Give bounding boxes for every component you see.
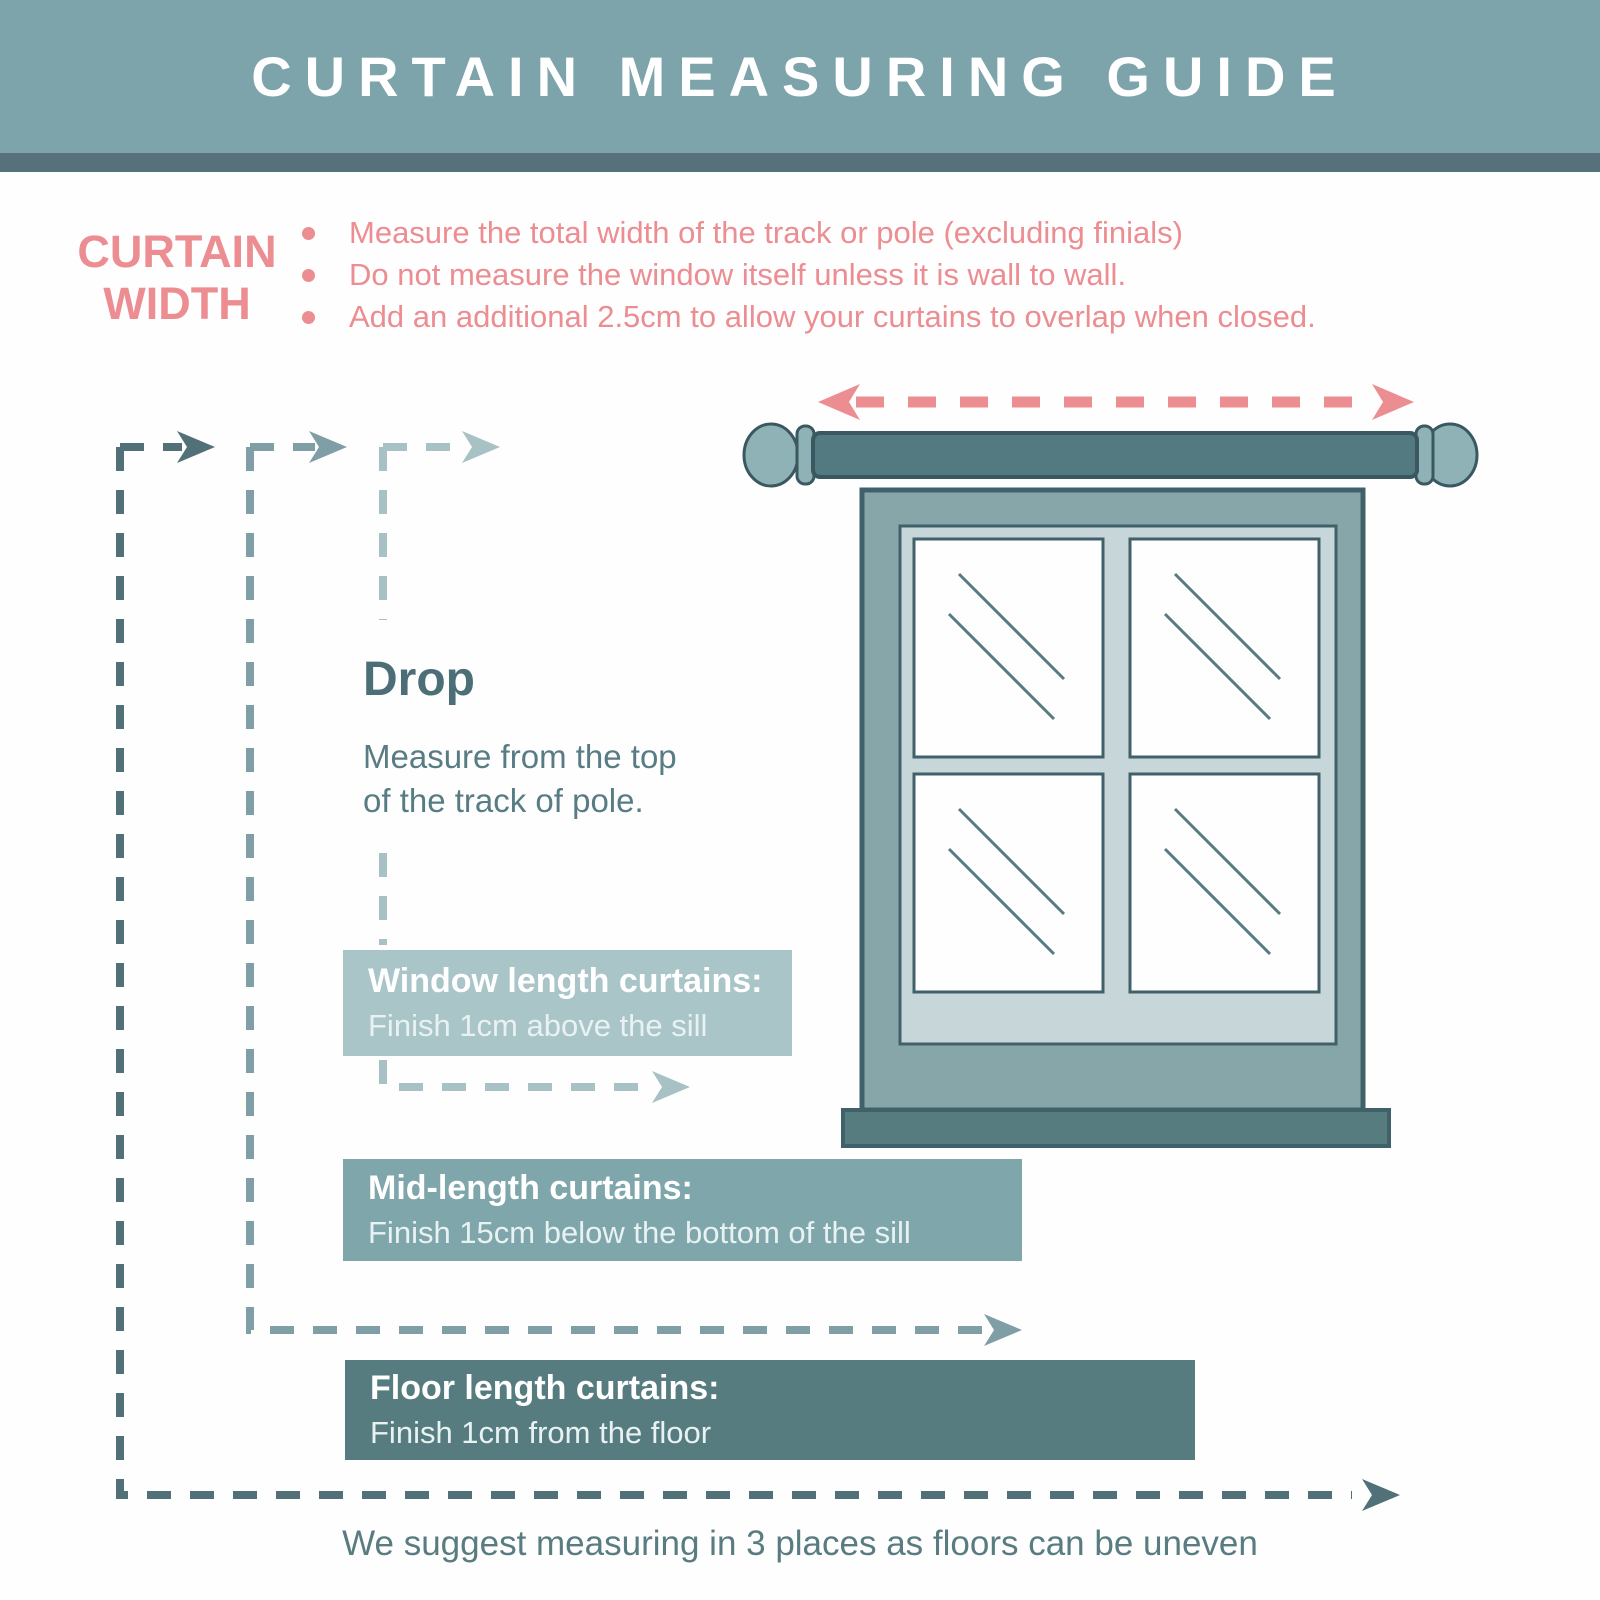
window-length-detail: Finish 1cm above the sill <box>368 1008 708 1043</box>
window-length-title: Window length curtains: <box>368 962 763 1000</box>
curtain-pole-icon <box>744 424 1477 486</box>
window-pane <box>1130 539 1319 757</box>
floor-length-box <box>345 1360 1195 1460</box>
bullet-text: Do not measure the window itself unless it is wall to wall. <box>349 257 1127 292</box>
window-illustration <box>843 490 1389 1146</box>
bullet-item <box>302 216 1316 250</box>
curtain-width-bullets <box>302 216 1316 342</box>
curtain-width-label-line2: WIDTH <box>103 278 251 330</box>
width-measure-arrow-icon <box>818 384 1414 420</box>
floor-length-title: Floor length curtains: <box>370 1369 720 1407</box>
mid-length-box <box>343 1159 1022 1261</box>
bullet-dot-icon <box>302 227 315 240</box>
bullet-item <box>302 300 1316 334</box>
bullet-dot-icon <box>302 269 315 282</box>
floor-length-detail: Finish 1cm from the floor <box>370 1415 712 1450</box>
mid-length-detail: Finish 15cm below the bottom of the sill <box>368 1215 911 1250</box>
drop-description <box>363 735 677 822</box>
page-title: CURTAIN MEASURING GUIDE <box>251 45 1349 108</box>
window-sill <box>843 1110 1389 1146</box>
window-length-box <box>343 950 792 1056</box>
curtain-width-label <box>60 226 294 330</box>
bullet-item <box>302 258 1316 292</box>
footer-note: We suggest measuring in 3 places as floors can be uneven <box>342 1524 1258 1563</box>
drop-description-line1: Measure from the top <box>363 738 677 775</box>
window-pane <box>914 774 1103 992</box>
bullet-text: Add an additional 2.5cm to allow your curtains to overlap when closed. <box>349 299 1316 334</box>
window-pane <box>914 539 1103 757</box>
mid-length-title: Mid-length curtains: <box>368 1169 693 1207</box>
bullet-text: Measure the total width of the track or pole (excluding finials) <box>349 215 1183 250</box>
drop-description-line2: of the track of pole. <box>363 781 644 819</box>
bullet-dot-icon <box>302 311 315 324</box>
window-pane <box>1130 774 1319 992</box>
drop-heading: Drop <box>363 653 475 706</box>
curtain-width-label-line1: CURTAIN <box>77 226 277 277</box>
